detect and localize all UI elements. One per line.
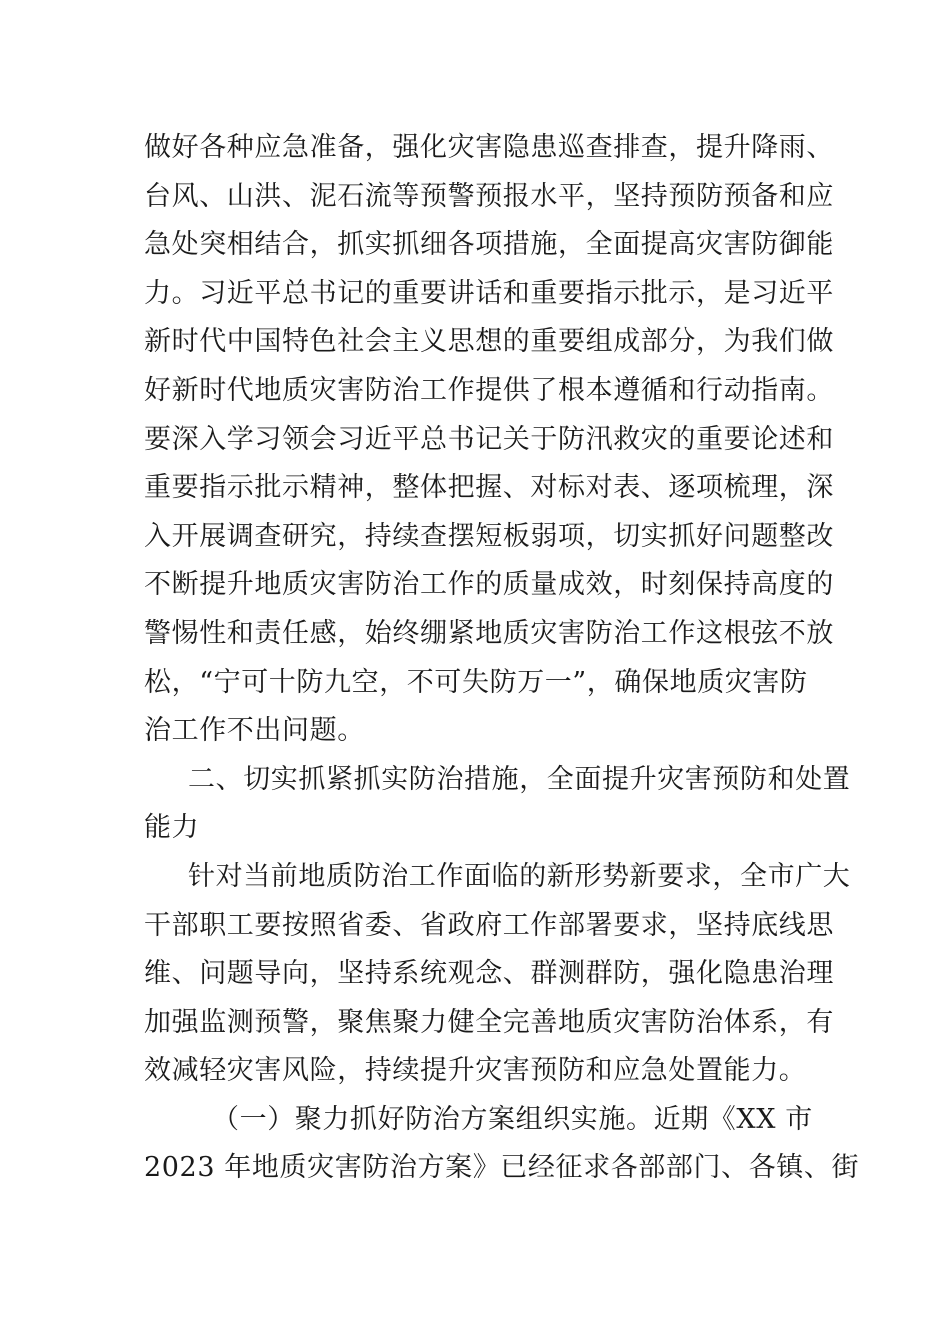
section-heading-line: 能力 [144, 812, 200, 844]
paragraph-line: 警惕性和责任感，始终绷紧地质灾害防治工作这根弦不放 [144, 617, 834, 649]
subsection-heading-line: （一）聚力抓好防治方案组织实施。近期《XX 市 [212, 1103, 813, 1135]
paragraph-line: 急处突相结合，抓实抓细各项措施，全面提高灾害防御能 [144, 229, 834, 261]
paragraph-line: 松，“宁可十防九空，不可失防万一”，确保地质灾害防 [144, 666, 808, 698]
paragraph-line: 效减轻灾害风险，持续提升灾害预防和应急处置能力。 [144, 1055, 807, 1087]
paragraph-line: 干部职工要按照省委、省政府工作部署要求，坚持底线思 [144, 909, 834, 941]
paragraph-line: 要深入学习领会习近平总书记关于防汛救灾的重要论述和 [144, 423, 834, 455]
paragraph-line: 重要指示批示精神，整体把握、对标对表、逐项梳理，深 [144, 472, 834, 504]
paragraph-line: 维、问题导向，坚持系统观念、群测群防，强化隐患治理 [144, 958, 834, 990]
paragraph-line: 治工作不出问题。 [144, 715, 365, 747]
document-body [144, 124, 860, 1193]
paragraph-line: 好新时代地质灾害防治工作提供了根本遵循和行动指南。 [144, 374, 834, 406]
paragraph-line: 入开展调查研究，持续查摆短板弱项，切实抓好问题整改 [144, 520, 834, 552]
paragraph-line: 做好各种应急准备，强化灾害隐患巡查排查，提升降雨、 [144, 132, 834, 163]
paragraph-line: 不断提升地质灾害防治工作的质量成效，时刻保持高度的 [144, 569, 834, 601]
paragraph-line: 力。习近平总书记的重要讲话和重要指示批示，是习近平 [144, 277, 834, 309]
paragraph-line: 加强监测预警，聚焦聚力健全完善地质灾害防治体系，有 [144, 1006, 834, 1038]
paragraph-line: 2023 年地质灾害防治方案》已经征求各部部门、各镇、街 [144, 1152, 860, 1184]
paragraph-line: 台风、山洪、泥石流等预警预报水平，坚持预防预备和应 [144, 180, 834, 212]
section-heading-line: 二、切实抓紧抓实防治措施，全面提升灾害预防和处置 [188, 763, 851, 795]
paragraph-line: 新时代中国特色社会主义思想的重要组成部分，为我们做 [144, 326, 834, 358]
paragraph-line: 针对当前地质防治工作面临的新形势新要求，全市广大 [188, 860, 851, 892]
